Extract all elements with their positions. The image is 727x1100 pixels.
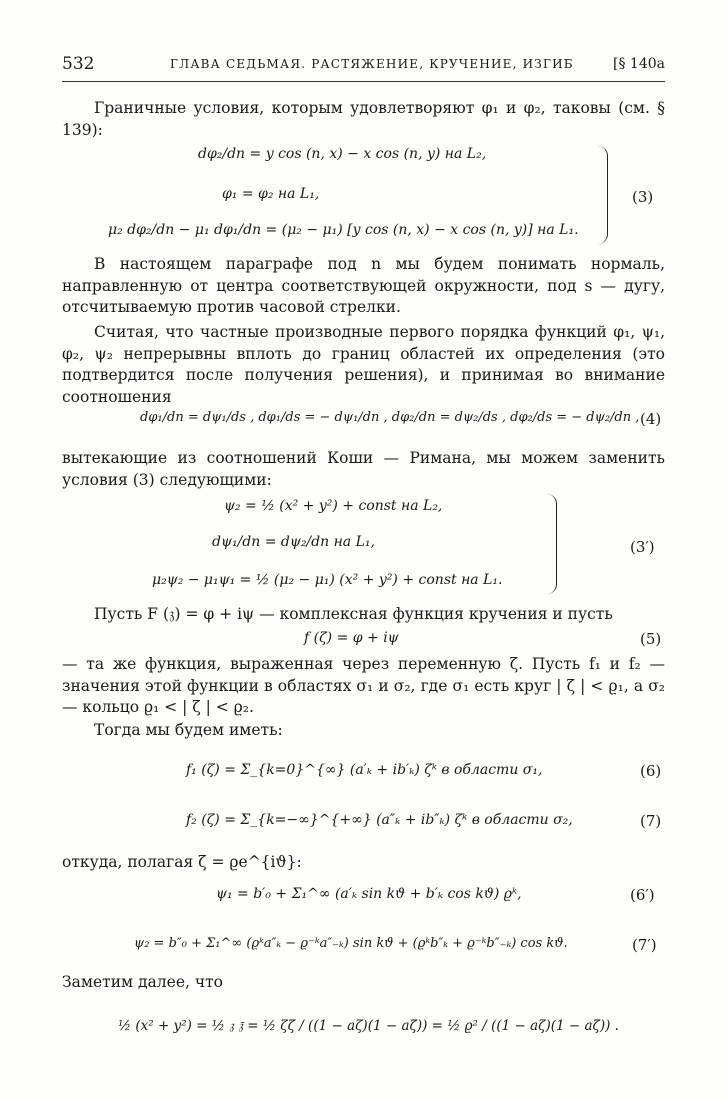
equation-3-line-2: φ₁ = φ₂ на L₁, <box>222 186 320 202</box>
equation-final: ½ (x² + y²) = ½ 𝔷 𝔷̄ = ½ ζζ̄ / ((1 − aζ)(1 − aζ̄)) = ½ ϱ² / ((1 − aζ)(1 − aζ̄)) . <box>118 1018 619 1034</box>
paragraph-note: Заметим далее, что <box>62 973 224 991</box>
equation-3prime-line-1: ψ₂ = ½ (x² + y²) + const на L₂, <box>224 498 443 514</box>
equation-3prime-line-2: dψ₁/dn = dψ₂/dn на L₁, <box>212 534 375 550</box>
brace-3prime <box>546 494 557 594</box>
equation-3-line-1: dφ₂/dn = y cos (n, x) − x cos (n, y) на L₂, <box>198 146 487 162</box>
paragraph-torsion-function: Пусть F (𝔷) = φ + iψ — комплексная функция кручения и пусть <box>94 605 613 623</box>
running-header <box>62 54 665 80</box>
paragraph-derivatives: Считая, что частные производные первого порядка функций φ₁, ψ₁, φ₂, ψ₂ непрерывны вплоть до границ областей их определения (это подтвердится после получения решения), и принимая во внимание соотношения <box>62 323 665 406</box>
equation-number-7: (7) <box>640 812 662 830</box>
equation-number-3: (3) <box>632 188 654 206</box>
equation-5: f (ζ) = φ + iψ <box>304 630 399 646</box>
paragraph-boundary-conditions: Граничные условия, которым удовлетворяют φ₁ и φ₂, таковы (см. § 139): <box>62 99 665 139</box>
paragraph-substitution: откуда, полагая ζ = ϱe^{iϑ}: <box>62 853 302 871</box>
page-number: 532 <box>62 54 95 74</box>
equation-number-6: (6) <box>640 762 662 780</box>
equation-6: f₁ (ζ) = Σ_{k=0}^{∞} (a′ₖ + ib′ₖ) ζᵏ в области σ₁, <box>186 762 543 778</box>
equation-7prime: ψ₂ = b″₀ + Σ₁^∞ (ϱᵏa″ₖ − ϱ⁻ᵏa″₋ₖ) sin kϑ + (ϱᵏb″ₖ + ϱ⁻ᵏb″₋ₖ) cos kϑ. <box>134 936 568 951</box>
paragraph-normal-definition: В настоящем параграфе под n мы будем понимать нормаль, направленную от центра соответствующей окружности, под s — дугу, отсчитываемую против часовой стрелки. <box>62 255 665 316</box>
equation-number-6prime: (6′) <box>630 886 655 904</box>
equation-3prime-line-3: μ₂ψ₂ − μ₁ψ₁ = ½ (μ₂ − μ₁) (x² + y²) + const на L₁. <box>152 572 503 588</box>
paragraph-then: Тогда мы будем иметь: <box>94 721 283 739</box>
equation-number-5: (5) <box>640 630 662 648</box>
paragraph-cauchy-riemann: вытекающие из соотношений Коши — Римана, мы можем заменить условия (3) следующими: <box>62 449 665 489</box>
equation-3-line-3: μ₂ dφ₂/dn − μ₁ dφ₁/dn = (μ₂ − μ₁) [y cos (n, x) − x cos (n, y)] на L₁. <box>108 222 579 238</box>
equation-7: f₂ (ζ) = Σ_{k=−∞}^{+∞} (a″ₖ + ib″ₖ) ζᵏ в области σ₂, <box>186 812 573 828</box>
equation-number-7prime: (7′) <box>632 936 657 954</box>
header-rule <box>62 81 665 82</box>
brace-3 <box>597 146 608 244</box>
equation-4: dφ₁/dn = dψ₁/ds , dφ₁/ds = − dψ₁/dn , dφ₂/dn = dψ₂/ds , dφ₂/ds = − dψ₂/dn , <box>140 410 640 425</box>
equation-number-3prime: (3′) <box>630 538 655 556</box>
equation-number-4: (4) <box>640 410 662 428</box>
section-ref: [§ 140а <box>613 56 665 72</box>
equation-6prime: ψ₁ = b′₀ + Σ₁^∞ (a′ₖ sin kϑ + b′ₖ cos kϑ) ϱᵏ, <box>216 886 522 902</box>
paragraph-domains: — та же функция, выраженная через переменную ζ. Пусть f₁ и f₂ — значения этой функции в областях σ₁ и σ₂, где σ₁ есть круг | ζ | < ϱ₁, а σ₂ — кольцо ϱ₁ < | ζ | < ϱ₂. <box>62 655 665 716</box>
chapter-title: ГЛАВА СЕДЬМАЯ. РАСТЯЖЕНИЕ, КРУЧЕНИЕ, ИЗГИБ <box>170 57 574 71</box>
